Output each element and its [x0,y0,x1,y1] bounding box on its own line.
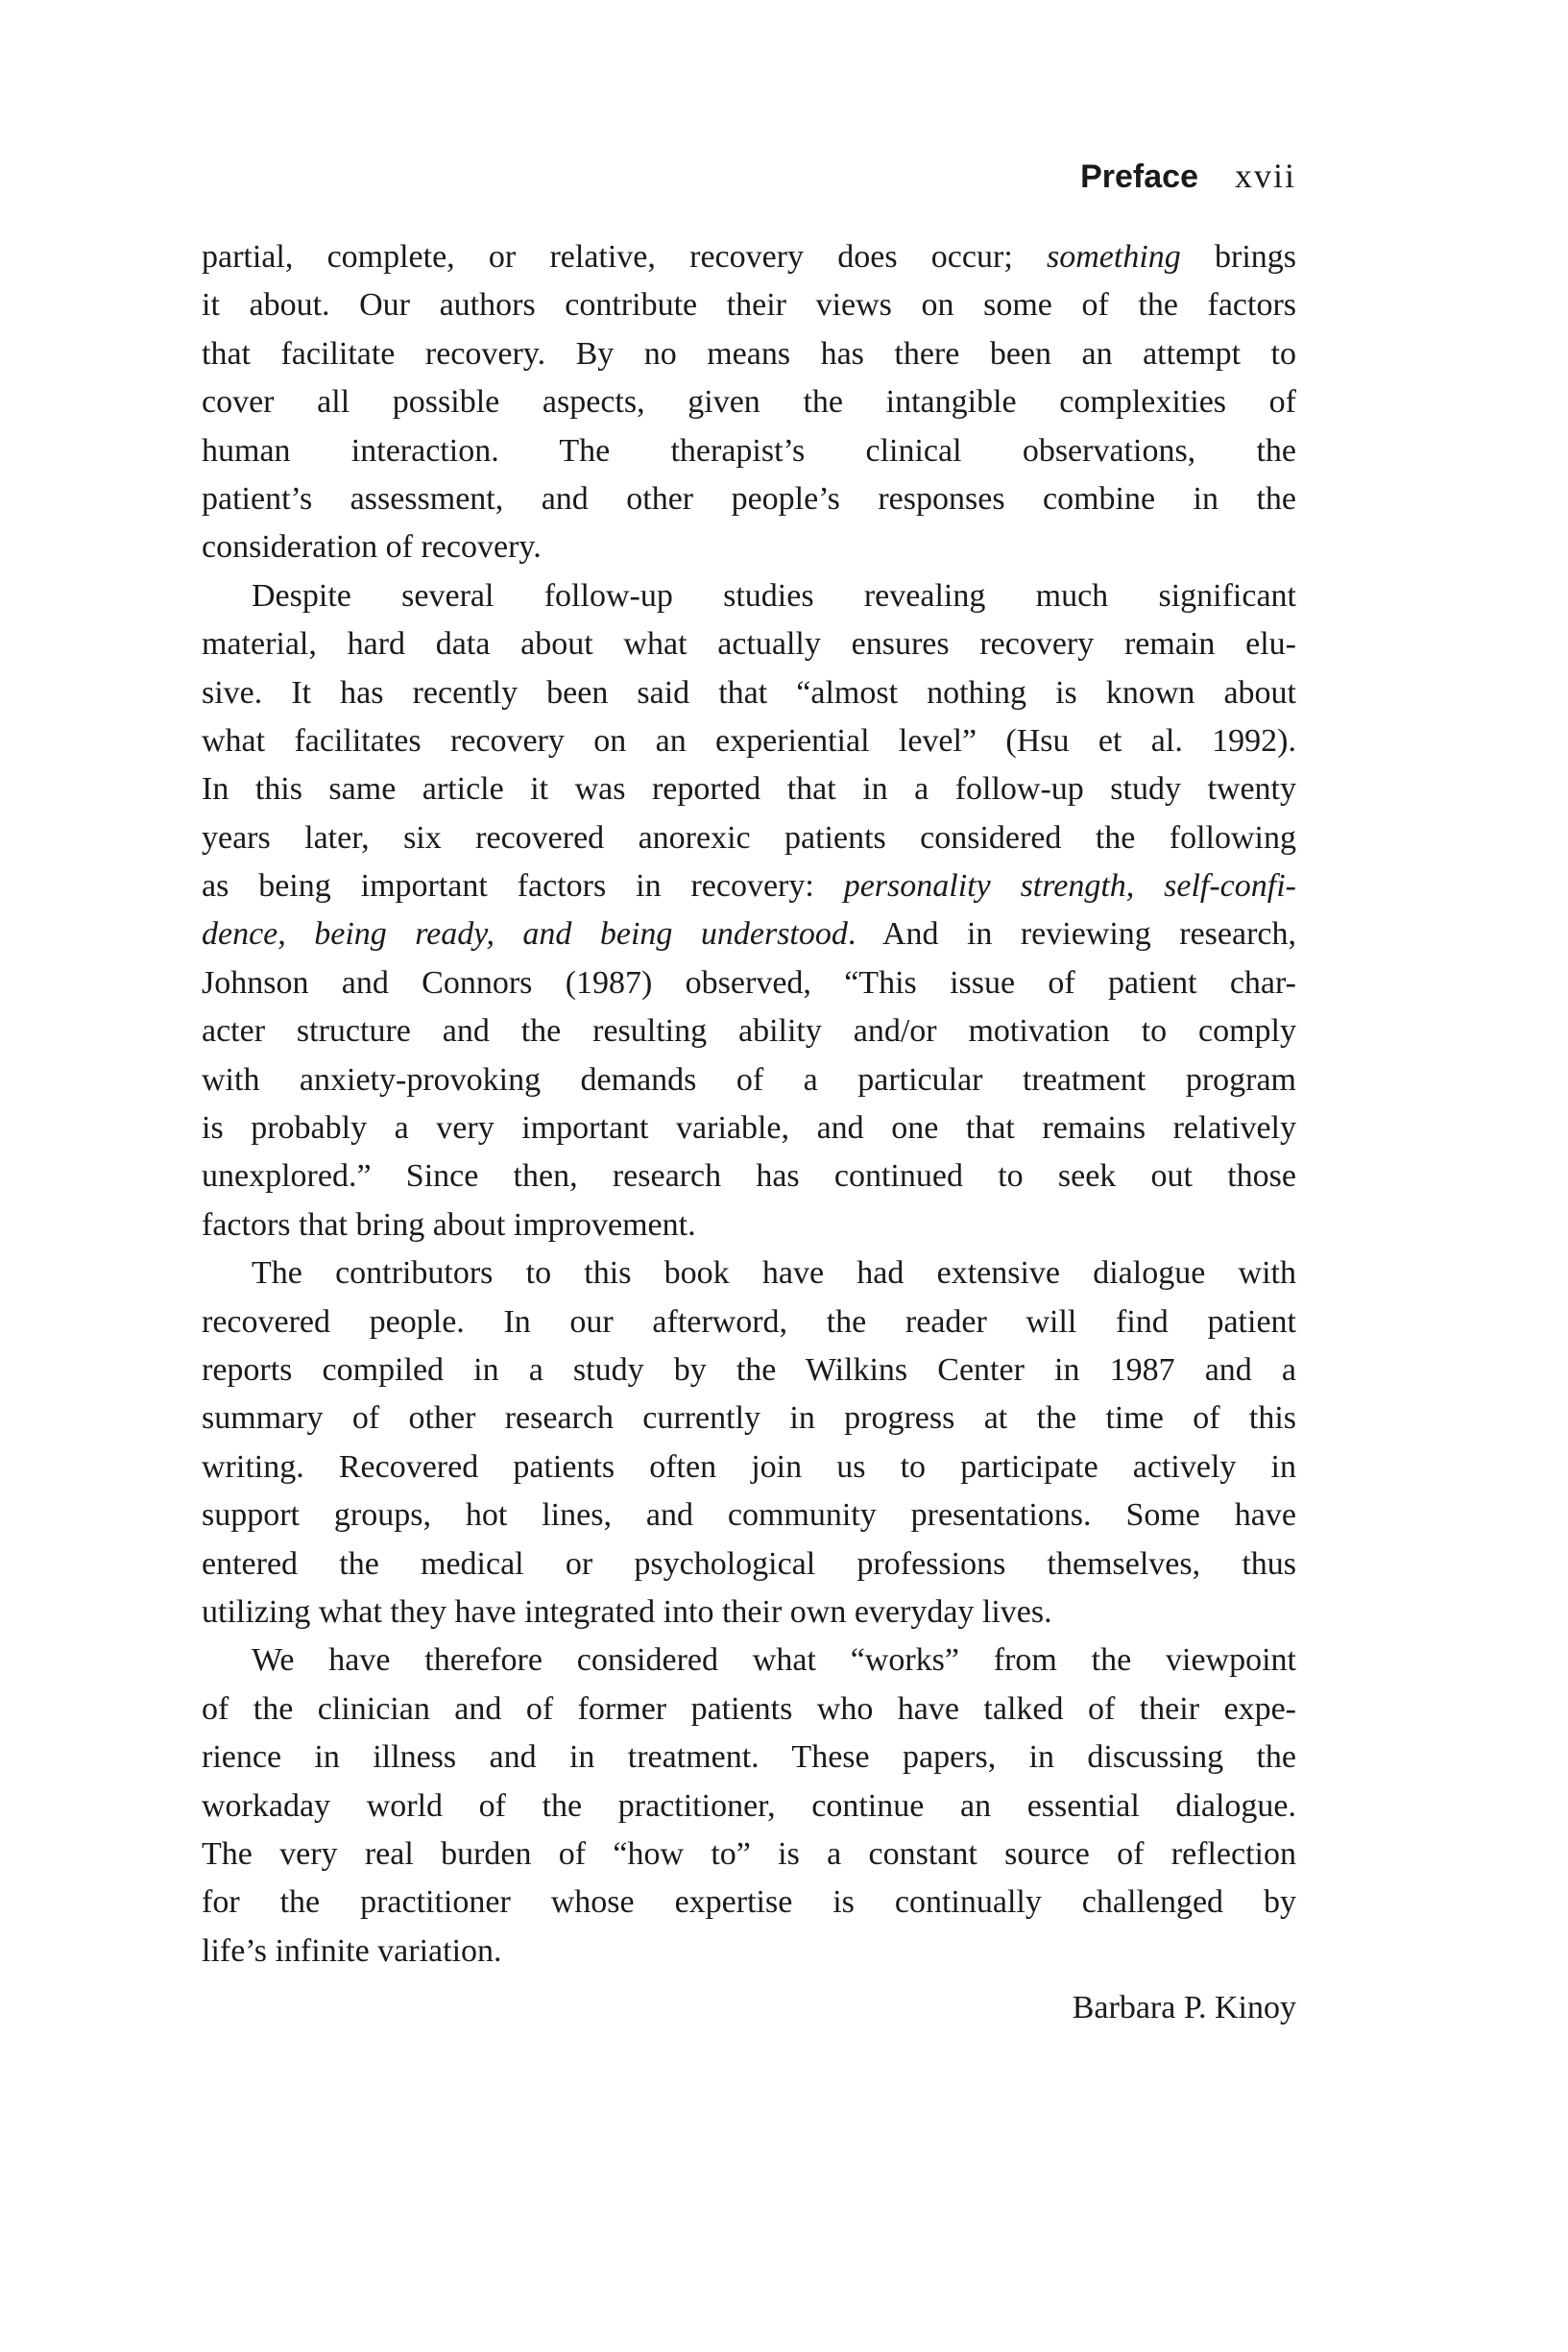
text-segment: brings [1180,239,1297,275]
text-line [202,669,1296,717]
text-line [202,1491,1296,1540]
text-line [202,1540,1296,1588]
text-segment: as being important factors in recovery: [202,868,844,905]
text-line [202,765,1296,813]
text-line [202,1588,1296,1637]
text-segment: with anxiety-provoking demands of a particular treatment program [202,1061,1296,1098]
text-line [202,1201,1296,1249]
text-line [202,1637,1296,1685]
text-segment: patient’s assessment, and other people’s responses combine in the [202,480,1296,517]
text-segment: support groups, hot lines, and community presentations. Some have [202,1497,1296,1534]
text-line [202,233,1296,281]
text-line [202,862,1296,910]
text-line [202,1104,1296,1152]
text-segment: it about. Our authors contribute their views on some of the factors [202,287,1296,324]
text-segment: We have therefore considered what “works” from the viewpoint [252,1642,1296,1679]
page-body [202,233,1296,2032]
text-line [202,1152,1296,1200]
text-segment: The contributors to this book have had extensive dialogue with [252,1255,1296,1292]
running-head [202,156,1296,196]
paragraph-1 [202,233,1296,572]
text-line [202,523,1296,571]
text-line [202,1298,1296,1346]
running-head-section-title: Preface [1080,158,1198,195]
text-line [202,1346,1296,1394]
italic-text-segment: personality strength, self-confi- [843,868,1296,905]
text-line [202,717,1296,765]
italic-text-segment: something [1047,239,1181,275]
text-segment: rience in illness and in treatment. These papers, in discussing the [202,1739,1296,1776]
text-segment: sive. It has recently been said that “almost nothing is known about [202,674,1296,711]
paragraph-3 [202,1249,1296,1637]
text-segment: In this same article it was reported that in a follow-up study twenty [202,771,1296,808]
text-segment: workaday world of the practitioner, continue an essential dialogue. [202,1787,1296,1824]
text-line [202,281,1296,329]
text-segment: recovered people. In our afterword, the reader will find patient [202,1303,1296,1340]
text-segment: writing. Recovered patients often join us to participate actively in [202,1448,1296,1485]
text-line [202,1685,1296,1734]
text-segment: entered the medical or psychological professions themselves, thus [202,1545,1296,1582]
text-line [202,475,1296,523]
text-segment: factors that bring about improvement. [202,1206,696,1243]
text-segment: utilizing what they have integrated into their own everyday lives. [202,1593,1052,1630]
italic-text-segment: dence, being ready, and being understood [202,916,848,953]
text-line [202,1928,1296,1976]
paragraph-2 [202,572,1296,1249]
text-segment: years later, six recovered anorexic patients considered the following [202,819,1296,856]
text-line [202,1734,1296,1782]
text-segment: reports compiled in a study by the Wilkins Center in 1987 and a [202,1351,1296,1388]
text-line [202,910,1296,958]
paragraph-4 [202,1637,1296,1976]
text-segment: consideration of recovery. [202,529,542,566]
text-segment: summary of other research currently in progress at the time of this [202,1400,1296,1437]
text-segment: Johnson and Connors (1987) observed, “This issue of patient char- [202,964,1296,1001]
author-signature: Barbara P. Kinoy [1072,1990,1296,2026]
text-segment: life’s infinite variation. [202,1932,502,1969]
text-segment: is probably a very important variable, and one that remains relatively [202,1110,1296,1147]
text-line [202,620,1296,668]
text-segment: of the clinician and of former patients who have talked of their expe- [202,1690,1296,1727]
text-line [202,1007,1296,1055]
text-segment: what facilitates recovery on an experiential level” (Hsu et al. 1992). [202,722,1296,759]
text-line [202,1831,1296,1879]
text-segment: The very real burden of “how to” is a constant source of reflection [202,1835,1296,1872]
text-line [202,1879,1296,1927]
text-line [202,330,1296,378]
text-segment: human interaction. The therapist’s clinical observations, the [202,432,1296,469]
text-line [202,427,1296,475]
text-line [202,1782,1296,1831]
text-segment: Despite several follow-up studies revealing much significant [252,577,1296,614]
text-segment: unexplored.” Since then, research has continued to seek out those [202,1158,1296,1195]
running-head-page-number: xvii [1234,157,1296,195]
text-line [202,1056,1296,1104]
text-segment: . And in reviewing research, [847,916,1296,953]
text-line [202,1394,1296,1443]
text-segment: for the practitioner whose expertise is continually challenged by [202,1884,1296,1921]
text-line [202,1249,1296,1297]
text-line [202,959,1296,1007]
text-line [202,814,1296,862]
text-segment: cover all possible aspects, given the intangible complexities of [202,384,1296,421]
text-line [202,1443,1296,1491]
text-line [202,378,1296,426]
text-segment: partial, complete, or relative, recovery does occur; [202,239,1047,275]
text-segment: that facilitate recovery. By no means has there been an attempt to [202,335,1296,372]
text-segment: material, hard data about what actually ensures recovery remain elu- [202,626,1296,663]
text-line [202,572,1296,620]
text-segment: acter structure and the resulting ability and/or motivation to comply [202,1013,1296,1050]
